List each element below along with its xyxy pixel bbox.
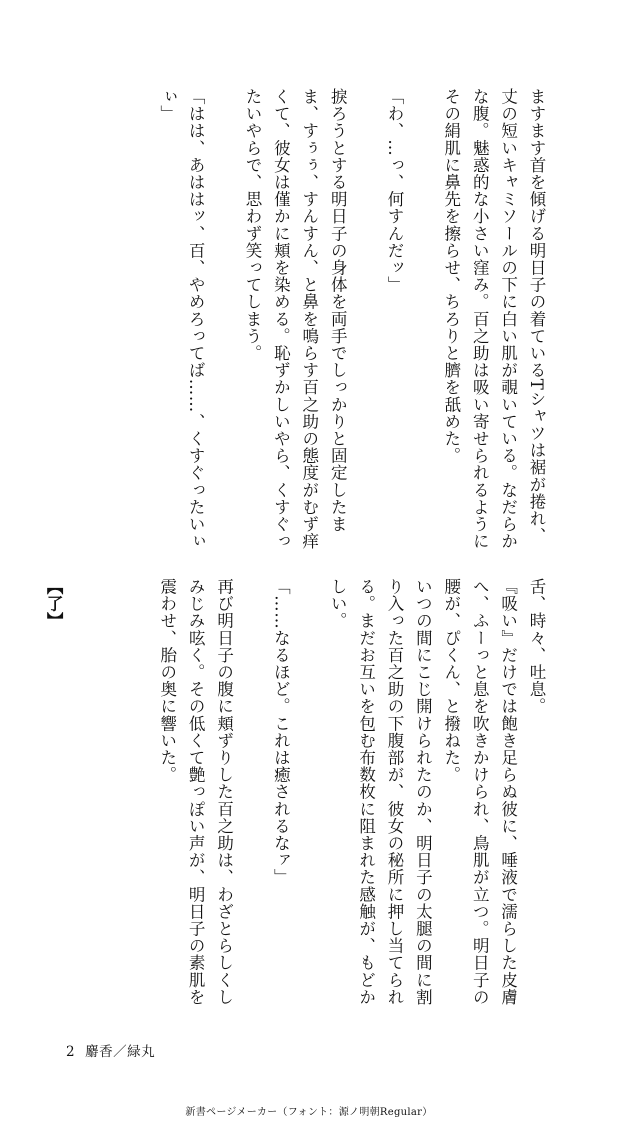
blank-line bbox=[96, 578, 124, 1008]
page-number: 2 bbox=[66, 1044, 76, 1060]
paragraph: 『吸い』だけでは飽き足らぬ彼に、唾液で濡らした皮膚へ、ふーっと息を吹きかけられ、鳥肌が立つ。明日子の腰が、ぴくん、と撥ねた。 bbox=[441, 578, 518, 1006]
page-footer bbox=[66, 1040, 155, 1060]
blank-line bbox=[124, 578, 152, 1008]
dialogue: 「はは、あははッ、百、やめろってば……、くすぐったいぃぃ」 bbox=[157, 88, 206, 550]
author-credit: 麝香／緑丸 bbox=[85, 1044, 156, 1060]
paragraph: いつの間にこじ開けられたのか、明日子の太腿の間に割り入った百之助の下腹部が、彼女の秘所に押し当てられる。まだお互いを包む布数枚に阻まれた感触が、もどかしい。 bbox=[328, 578, 433, 1006]
paragraph: 舌、時々、吐息。 bbox=[527, 578, 546, 715]
dialogue: 「……なるほど。これは癒されるなァ」 bbox=[271, 578, 291, 886]
dialogue: 「わ、…っ、何すんだッ」 bbox=[384, 88, 404, 294]
blank-line bbox=[351, 88, 379, 558]
paragraph: 再び明日子の腹に頬ずりした百之助は、わざとらしくしみじみ呟く。その低くて艶っぽい声が、明日子の素肌を震わせ、胎の奥に響いた。 bbox=[157, 578, 234, 1006]
blank-line bbox=[408, 88, 436, 558]
blank-line bbox=[294, 578, 322, 1008]
paragraph: ますます首を傾げる明日子の着ているTシャツは裾が捲れ、丈の短いキャミソールの下に白い肌が覗いている。なだらかな腹。魅惑的な小さい窪み。百之助は吸い寄せられるようにその絹肌に鼻先を擦らせ、ちろりと臍を舐めた。 bbox=[441, 88, 546, 550]
blank-line bbox=[67, 578, 95, 1008]
maker-credit: 新書ページメーカー（フォント：源ノ明朝Regular） bbox=[185, 1107, 433, 1118]
end-mark: 【了】 bbox=[44, 578, 64, 630]
top-text-block bbox=[80, 88, 550, 558]
blank-line bbox=[238, 578, 266, 1008]
paragraph: 捩ろうとする明日子の身体を両手でしっかりと固定したまま、すぅぅ、すんすん、と鼻を鳴らす百之助の態度がむず痒くて、彼女は僅かに頬を染める。恥ずかしいやら、くすぐったいやらで、思わず笑ってしまう。 bbox=[242, 88, 348, 550]
blank-line bbox=[209, 88, 237, 558]
bottom-text-block bbox=[44, 578, 550, 1008]
